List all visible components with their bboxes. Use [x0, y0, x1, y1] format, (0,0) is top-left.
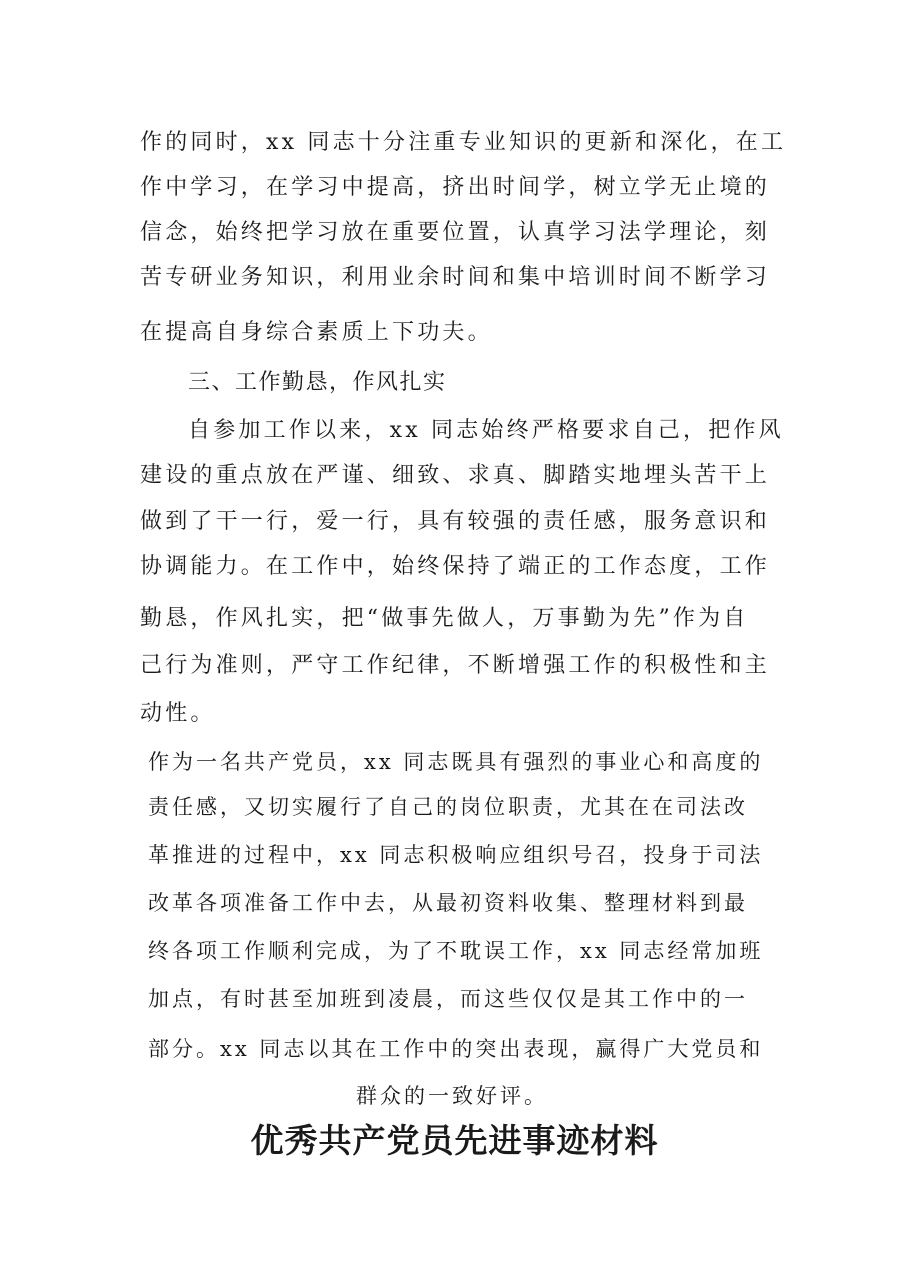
paragraph-line: 群众的一致好评。: [356, 1084, 548, 1108]
paragraph-line: 动性。: [140, 701, 216, 726]
paragraph-line: 改革各项准备工作中去，从最初资料收集、整理材料到最: [148, 891, 748, 915]
paragraph-line: 作中学习，在学习中提高，挤出时间学，树立学无止境的: [140, 175, 771, 200]
paragraph-line: 责任感，又切实履行了自己的岗位职责，尤其在在司法改: [148, 795, 748, 819]
paragraph-line: 在提高自身综合素质上下功夫。: [140, 320, 493, 345]
section-3-heading: 三、工作勤恳，作风扎实: [188, 370, 447, 395]
paragraph-line: 作为一名共产党员，xx 同志既具有强烈的事业心和高度的: [148, 750, 764, 774]
paragraph-line: 作的同时，xx 同志十分注重专业知识的更新和深化，在工: [140, 130, 787, 155]
paragraph-line: 革推进的过程中，xx 同志积极响应组织号召，投身于司法: [148, 843, 764, 867]
paragraph-line: 自参加工作以来，xx 同志始终严格要求自己，把作风: [188, 418, 784, 443]
paragraph-line: 苦专研业务知识，利用业余时间和集中培训时间不断学习: [140, 265, 771, 290]
paragraph-line: 做到了干一行，爱一行，具有较强的责任感，服务意识和: [140, 509, 771, 534]
paragraph-line: 建设的重点放在严谨、细致、求真、脚踏实地埋头苦干上: [140, 463, 771, 488]
paragraph-line: 加点，有时甚至加班到凌晨，而这些仅仅是其工作中的一: [148, 987, 748, 1011]
paragraph-line: 协调能力。在工作中，始终保持了端正的工作态度，工作: [140, 554, 771, 579]
paragraph-line: 终各项工作顺利完成，为了不耽误工作，xx 同志经常加班: [148, 939, 764, 963]
paragraph-line: 信念，始终把学习放在重要位置，认真学习法学理论，刻: [140, 220, 771, 245]
paragraph-line: 己行为准则，严守工作纪律，不断增强工作的积极性和主: [140, 653, 771, 678]
paragraph-line: 部分。xx 同志以其在工作中的突出表现，赢得广大党员和: [148, 1037, 764, 1061]
document-title: 优秀共产党员先进事迹材料: [250, 1121, 659, 1160]
paragraph-line: 勤恳，作风扎实，把“做事先做人，万事勤为先”作为自: [140, 606, 749, 631]
